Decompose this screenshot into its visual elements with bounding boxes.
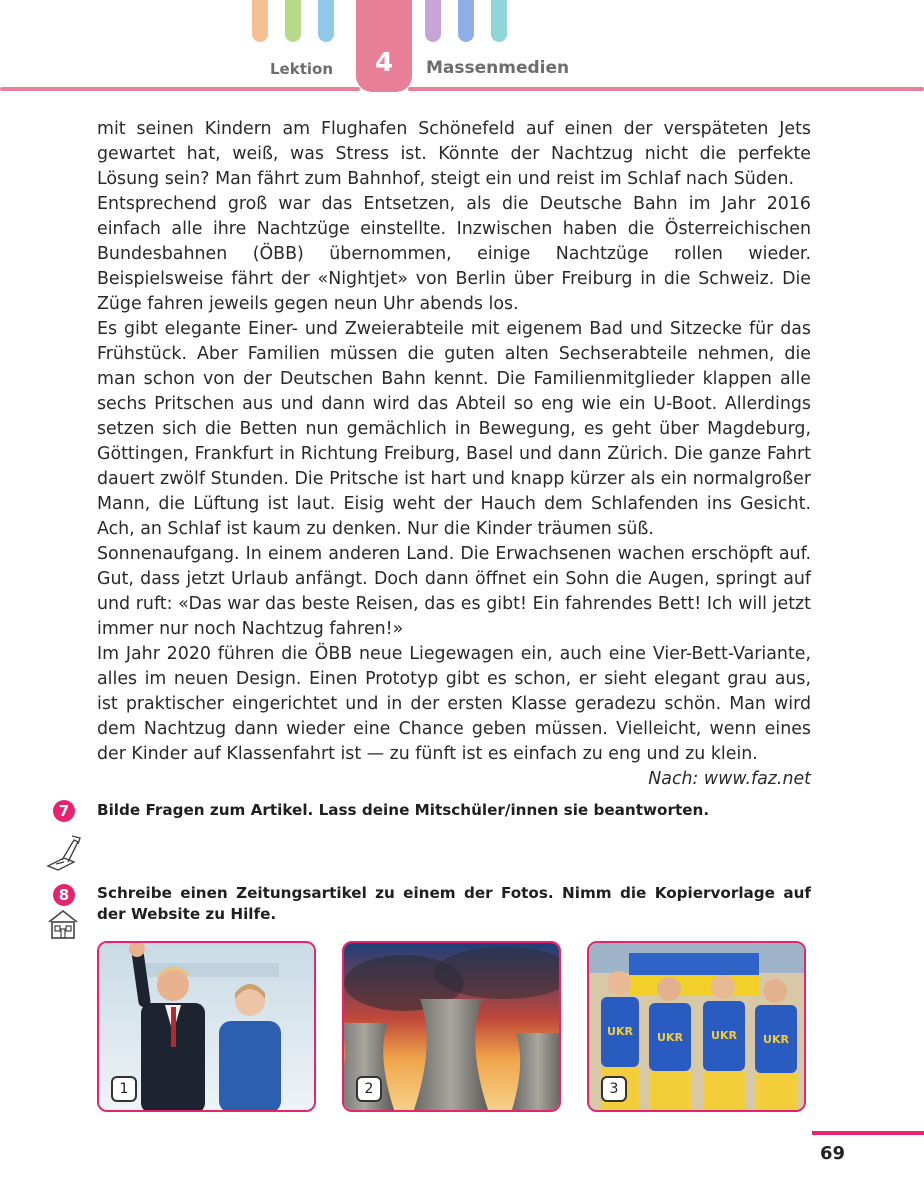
page-number: 69 — [820, 1143, 846, 1164]
photo-number-3: 3 — [601, 1076, 627, 1102]
photo-number-2: 2 — [356, 1076, 382, 1102]
article-body — [97, 117, 811, 792]
header-rule-right — [408, 87, 924, 91]
jersey-text: UKR — [657, 1031, 683, 1044]
photo-3 — [587, 941, 806, 1112]
lektion-label: Lektion — [270, 60, 334, 78]
lesson-number: 4 — [356, 0, 412, 92]
article-paragraph: Im Jahr 2020 führen die ÖBB neue Liegewagen ein, auch eine Vier-Bett-Variante, alles im neuen Design. Einen Prototyp gibt es schon, er sieht elegant grau aus, ist praktischer eingerichtet und in der ersten Klasse geradezu schön. Man wird dem Nachtzug dann wieder eine Chance geben müssen. Vielleicht, wenn eines der Kinder auf Klassenfahrt ist — zu fünft ist es einfach zu eng und zu klein. — [97, 644, 811, 764]
header-tab-purple — [425, 0, 441, 42]
jersey-text: UKR — [607, 1025, 633, 1038]
article-paragraph: Sonnenaufgang. In einem anderen Land. Die Erwachsenen wachen erschöpft auf. Gut, dass jetzt Urlaub anfängt. Doch dann öffnet ein Sohn die Augen, springt auf und ruft: «Das war das beste Reisen, das es gibt! Ein fahrendes Bett! Ich will jetzt immer nur noch Nachtzug fahren!» — [97, 544, 811, 639]
article-paragraph: Es gibt elegante Einer- und Zweierabteile mit eigenem Bad und Sitzecke für das Frühstück. Aber Familien müssen die guten alten Sechserabteile nehmen, die man schon von der Deutschen Bahn kennt. Die Familienmitglieder klappen alle sechs Pritschen aus und dann wird das Abteil so eng wie ein U-Boot. Allerdings setzen sich die Betten nun gemächlich in Bewegung, es geht über Magdeburg, Göttingen, Frankfurt in Richtung Freiburg, Basel und dann Zürich. Die ganze Fahrt dauert zwölf Stunden. Die Pritsche ist hart und knapp kürzer als ein normalgroßer Mann, die Lüftung ist laut. Eisig weht der Hauch dem Schlafenden ins Gesicht. Ach, an Schlaf ist kaum zu denken. Nur die Kinder träumen süß. — [97, 319, 811, 539]
article-paragraph: mit seinen Kindern am Flughafen Schönefeld auf einen der verspäteten Jets gewartet hat, weiß, was Stress ist. Könnte der Nachtzug nicht die perfekte Lösung sein? Man fährt zum Bahnhof, steigt ein und reist im Schlaf nach Süden. — [97, 119, 811, 189]
header-tab-blue — [318, 0, 334, 42]
photo-number-1: 1 — [111, 1076, 137, 1102]
task-text-7: Bilde Fragen zum Artikel. Lass deine Mitschüler/innen sie beantworten. — [97, 801, 710, 819]
task-number-8: 8 — [53, 884, 75, 906]
house-icon — [46, 908, 80, 940]
header-tab-teal — [491, 0, 507, 42]
header-tab-green — [285, 0, 301, 42]
article-paragraph: Entsprechend groß war das Entsetzen, als die Deutsche Bahn im Jahr 2016 einfach alle ihre Nachtzüge einstellte. Inzwischen haben die Österreichischen Bundesbahnen (ÖBB) übernommen, einige Nachtzüge rollen wieder. Beispielsweise fährt der «Nightjet» von Berlin über Freiburg in die Schweiz. Die Züge fahren jeweils gegen neun Uhr abends los. — [97, 194, 811, 314]
photo-2 — [342, 941, 561, 1112]
photo-1 — [97, 941, 316, 1112]
article-source: Nach: www.faz.net — [648, 769, 811, 789]
header-tab-orange — [252, 0, 268, 42]
jersey-text: UKR — [763, 1033, 789, 1046]
topic-title: Massenmedien — [426, 58, 570, 78]
task-number-7: 7 — [53, 800, 75, 822]
header-rule-left — [0, 87, 360, 91]
task-text-8: Schreibe einen Zeitungsartikel zu einem der Fotos. Nimm die Kopiervorlage auf der Website zu Hilfe. — [97, 884, 811, 923]
footer-rule — [812, 1131, 924, 1135]
header-tab-indigo — [458, 0, 474, 42]
writing-hand-icon — [44, 832, 86, 874]
jersey-text: UKR — [711, 1029, 737, 1042]
